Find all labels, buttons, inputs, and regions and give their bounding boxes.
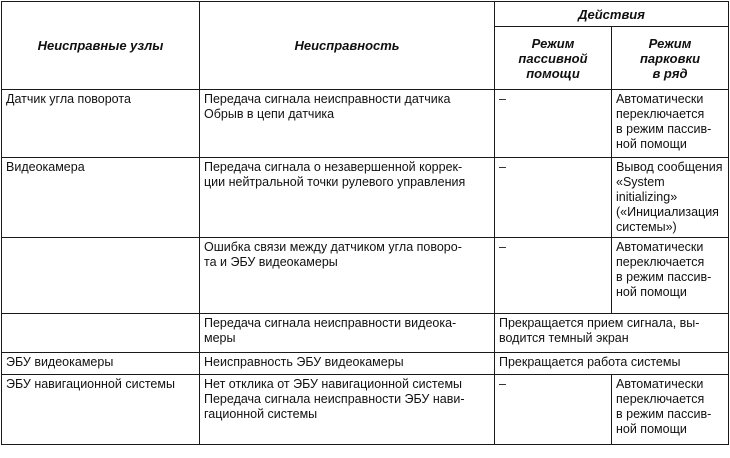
cell-fault: Ошибка связи между датчиком угла поворо- та и ЭБУ видеокамеры (200, 238, 495, 314)
header-fault: Неисправность (200, 2, 495, 90)
cell-unit: Датчик угла поворота (2, 90, 200, 158)
table-row (2, 314, 729, 353)
faults-table (1, 1, 729, 445)
table-row (2, 353, 729, 375)
header-faulty-units: Неисправные узлы (2, 2, 200, 90)
cell-unit: ЭБУ видеокамеры (2, 353, 200, 375)
cell-fault: Передача сигнала неисправности видеока- меры (200, 314, 495, 353)
table-row (2, 375, 729, 445)
cell-unit: Видеокамера (2, 158, 200, 238)
header-row-1 (2, 2, 729, 27)
cell-parking: Автоматически переключается в режим пассив- ной помощи (612, 375, 729, 445)
cell-combined-action: Прекращается прием сигнала, вы- водится темный экран (495, 314, 729, 353)
cell-fault: Передача сигнала неисправности датчика Обрыв в цепи датчика (200, 90, 495, 158)
table-row (2, 90, 729, 158)
cell-unit: ЭБУ навигационной системы (2, 375, 200, 445)
cell-fault: Нет отклика от ЭБУ навигационной системы Передача сигнала неисправности ЭБУ нави- гационной системы (200, 375, 495, 445)
table-row (2, 238, 729, 314)
header-actions: Действия (495, 2, 729, 27)
cell-passive: – (495, 238, 612, 314)
cell-unit (2, 314, 200, 353)
header-parking-mode: Режим парковки в ряд (612, 27, 729, 90)
cell-fault: Передача сигнала о незавершенной коррек- ции нейтральной точки рулевого управления (200, 158, 495, 238)
cell-passive: – (495, 90, 612, 158)
cell-passive: – (495, 158, 612, 238)
cell-combined-action: Прекращается работа системы (495, 353, 729, 375)
cell-parking: Вывод сообщения «System initializing» («Инициализация системы») (612, 158, 729, 238)
cell-parking: Автоматически переключается в режим пассив- ной помощи (612, 238, 729, 314)
cell-unit (2, 238, 200, 314)
cell-parking: Автоматически переключается в режим пассив- ной помощи (612, 90, 729, 158)
cell-fault: Неисправность ЭБУ видеокамеры (200, 353, 495, 375)
header-passive-mode: Режим пассивной помощи (495, 27, 612, 90)
cell-passive: – (495, 375, 612, 445)
table-row (2, 158, 729, 238)
